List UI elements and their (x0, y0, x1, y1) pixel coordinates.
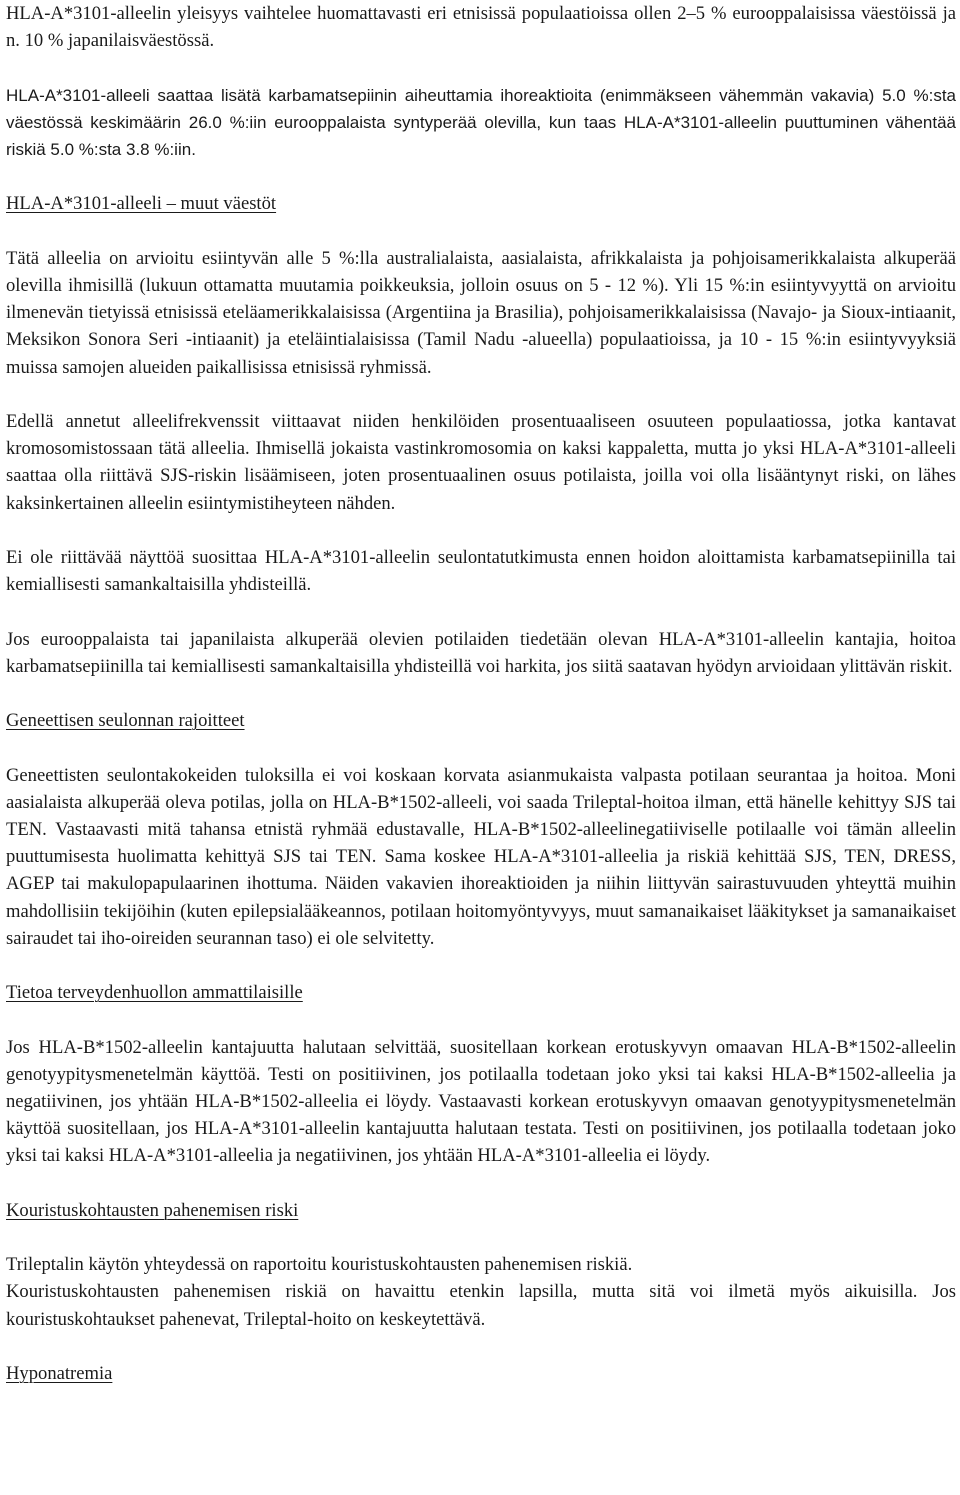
paragraph-seizure-risk-reported: Trileptalin käytön yhteydessä on raportoitu kouristuskohtausten pahenemisen riskiä. (6, 1254, 633, 1276)
paragraph-other-populations: Tätä alleelia on arvioitu esiintyvän alle 5 %:lla australialaista, aasialaista, afrikkalaista ja pohjoisamerikkalaista alkuperää olevilla ihmisillä (lukuun ottamatta muutamia poikkeuksia, jolloin osuus on 5 - 12 %). Yli 15 %:in esiintyvyyttä on arvioitu ilmenevän tietyissä etnisissä eteläamerikkalaisissa (Argentiina ja Brasilia), pohjoisamerikkalaisissa (Navajo- ja Sioux-intiaanit, Meksikon Sonora Seri -intiaanit) ja eteläintialaisissa (Tamil Nadu -alueella) populaatioissa, ja 10 - 15 %:in esiintyvyyksiä muissa samojen alueiden paikallisissa etnisissä ryhmissä. (6, 247, 956, 378)
paragraph-skin-reaction-risk: HLA-A*3101-alleeli saattaa lisätä karbamatsepiinin aiheuttamia ihoreaktioita (enimmäkseen vähemmän vakavia) 5.0 %:sta väestössä keskimäärin 26.0 %:iin eurooppalaista syntyperää olevilla, kun taas HLA-A*3101-alleelin puuttuminen vähentää riskiä 5.0 %:sta 3.8 %:iin. (6, 85, 956, 159)
document-page (6, 0, 956, 1414)
paragraph-healthcare-professionals: Jos HLA-B*1502-alleelin kantajuutta halutaan selvittää, suositellaan korkean erotuskyvyn omaavan HLA-B*1502-alleelin genotyypitysmenetelmän käyttöä. Testi on positiivinen, jos potilaalla todetaan joko yksi tai kaksi HLA-B*1502-alleelia ja negatiivinen, jos yhtään HLA-B*1502-alleelia ei löydy. Vastaavasti korkean erotuskyvyn omaavan genotyypitysmenetelmän käyttöä suositellaan, jos HLA-A*3101-alleelin kantajuutta halutaan testata. Testi on positiivinen, jos potilaalla todetaan joko yksi tai kaksi HLA-A*3101-alleelia ja negatiivinen, jos yhtään HLA-A*3101-alleelia ei löydy. (6, 1036, 956, 1167)
heading-genetic-screening-limits: Geneettisen seulonnan rajoitteet (6, 710, 245, 732)
heading-hyponatremia: Hyponatremia (6, 1362, 113, 1384)
paragraph-screening-evidence: Ei ole riittävää näyttöä suosittaa HLA-A*3101-alleelin seulontatutkimusta ennen hoidon aloittamista karbamatsepiinilla tai kemiallisesti samankaltaisilla yhdisteillä. (6, 546, 956, 596)
heading-seizure-risk: Kouristuskohtausten pahenemisen riski (6, 1199, 299, 1221)
paragraph-carrier-treatment: Jos eurooppalaista tai japanilaista alkuperää olevien potilaiden tiedetään olevan HLA-A*3101-alleelin kantajia, hoitoa karbamatsepiinilla tai kemiallisesti samankaltaisilla yhdisteillä voi harkita, jos siitä saatavan hyödyn arvioidaan ylittävän riskit. (6, 628, 956, 677)
paragraph-allele-frequencies-explained: Edellä annetut alleelifrekvenssit viittaavat niiden henkilöiden prosentuaaliseen osuuteen populaatiossa, jotka kantavat kromosomistossaan tätä alleelia. Ihmisellä jokaista vastinkromosomia on kaksi kappaletta, mutta jo yksi HLA-A*3101-alleeli saattaa olla riittävä SJS-riskin lisäämiseen, joten prosentuaalinen osuus potilaista, joilla voi olla lisääntynyt riski, on lähes kaksinkertainen alleelin esiintymistiheyteen nähden. (6, 410, 956, 514)
paragraph-seizure-risk-children: Kouristuskohtausten pahenemisen riskiä on havaittu etenkin lapsilla, mutta sitä voi ilmetä myös aikuisilla. Jos kouristuskohtaukset pahenevat, Trileptal-hoito on keskeytettävä. (6, 1281, 956, 1330)
paragraph-genetic-screening-limits: Geneettisten seulontakokeiden tuloksilla ei voi koskaan korvata asianmukaista valpasta potilaan seurantaa ja hoitoa. Moni aasialaista alkuperää oleva potilas, jolla on HLA-B*1502-alleeli, voi saada Trileptal-hoitoa ilman, että hänelle kehittyy SJS tai TEN. Vastaavasti mitä tahansa etnistä ryhmää edustavalle, HLA-B*1502-alleelinegatiiviselle potilaalle voi tämän alleelin puuttumisesta huolimatta kehittyä SJS tai TEN. Sama koskee HLA-A*3101-alleelia ja riskiä kehittää SJS, TEN, DRESS, AGEP tai makulopapulaarinen ihottuma. Näiden vakavien ihoreaktioiden ja niihin liittyvän sairastuvuuden yhteyttä muihin mahdollisiin tekijöihin (kuten epilepsialääkeannos, potilaan hoitomyöntyvyys, muut samanaikaiset lääkitykset ja samanaikaiset sairaudet tai iho-oireiden seurannan taso) ei ole selvitetty. (6, 764, 956, 949)
heading-other-populations: HLA-A*3101-alleeli – muut väestöt (6, 193, 277, 215)
heading-healthcare-professionals: Tietoa terveydenhuollon ammattilaisille (6, 982, 303, 1004)
paragraph-allele-frequency: HLA-A*3101-alleelin yleisyys vaihtelee huomattavasti eri etnisissä populaatioissa ollen 2–5 % eurooppalaisissa väestöissä ja n. 10 % japanilaisväestössä. (6, 3, 956, 52)
